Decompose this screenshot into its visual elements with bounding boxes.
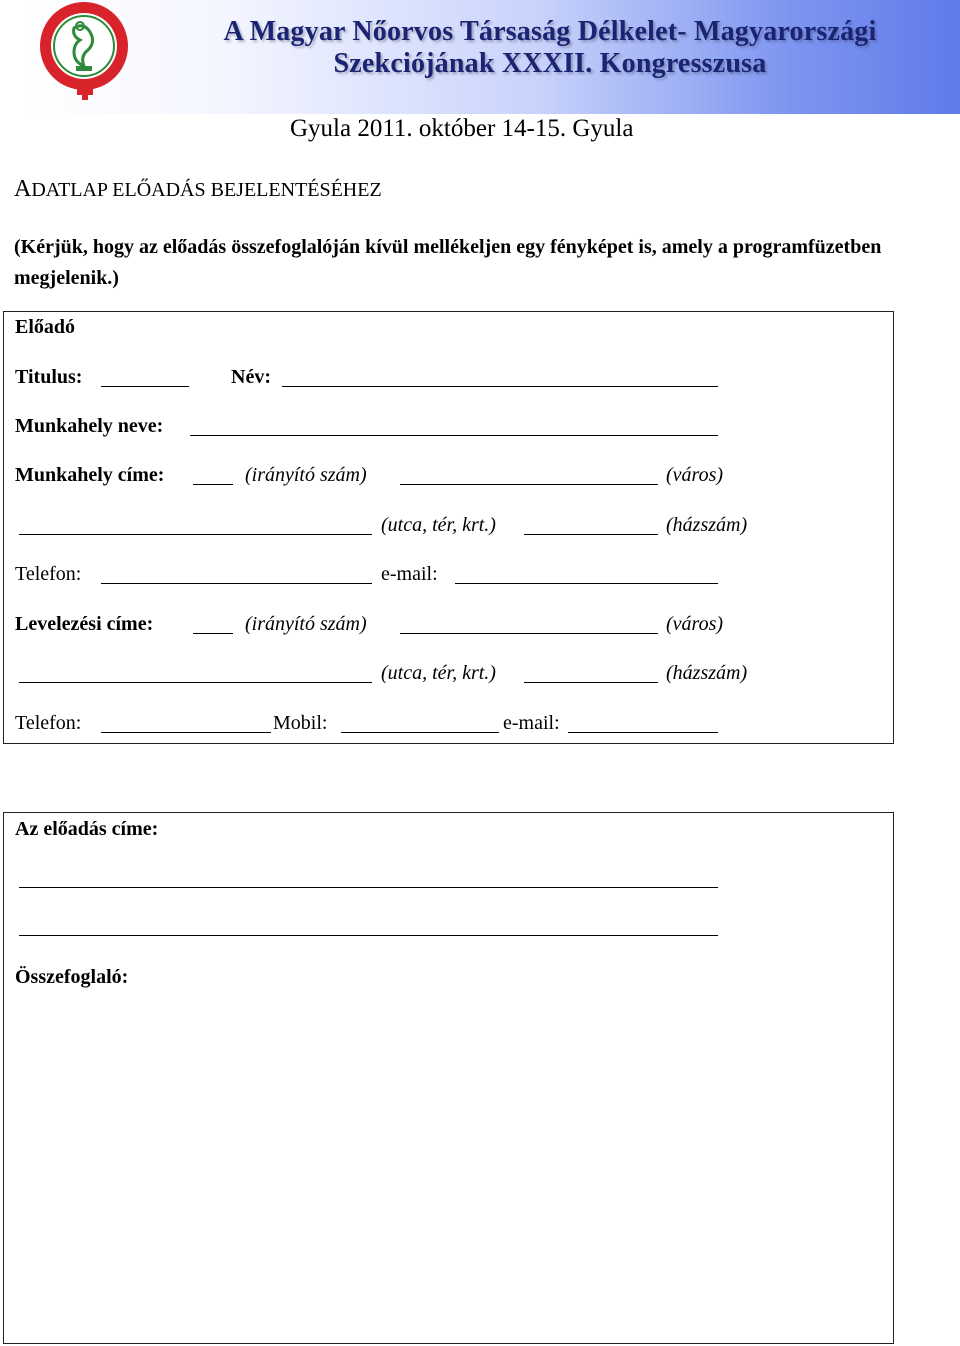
presenter-box (3, 311, 894, 744)
workplace-house-field[interactable] (524, 534, 658, 535)
phone-label-2: Telefon: (15, 712, 82, 734)
titulus-label: Titulus: (15, 366, 83, 388)
zip-hint-2: (irányító szám) (245, 613, 367, 635)
mail-address-label: Levelezési címe: (15, 613, 154, 635)
personal-phone-field[interactable] (101, 732, 271, 733)
titulus-field[interactable] (101, 386, 189, 387)
summary-label: Összefoglaló: (15, 966, 129, 988)
instruction-note: (Kérjük, hogy az előadás összefoglalóján kívül mellékeljen egy fényképet is, amely a programfüzetben megjelenik.) (14, 236, 882, 289)
email-label: e-mail: (381, 563, 438, 585)
event-date: Gyula 2011. október 14-15. Gyula (290, 115, 634, 142)
house-hint: (házszám) (666, 514, 748, 536)
phone-label: Telefon: (15, 563, 82, 585)
summary-area[interactable] (15, 1003, 880, 1333)
header-banner (0, 0, 960, 118)
workplace-zip-field[interactable] (193, 484, 233, 485)
society-logo-icon (30, 0, 142, 100)
street-hint-2: (utca, tér, krt.) (381, 662, 496, 684)
mail-city-field[interactable] (400, 633, 658, 634)
mail-house-field[interactable] (524, 682, 658, 683)
mail-street-field[interactable] (19, 682, 372, 683)
city-hint: (város) (666, 464, 724, 486)
workplace-name-label: Munkahely neve: (15, 415, 164, 437)
form-title-initial: A (14, 176, 32, 202)
form-title-rest: DATLAP ELŐADÁS BEJELENTÉSÉHEZ (31, 179, 382, 201)
mobile-label: Mobil: (273, 712, 328, 734)
banner-title-line1: A Magyar Nőorvos Társaság Délkelet- Magyarországi (223, 16, 877, 47)
workplace-street-field[interactable] (19, 534, 372, 535)
house-hint-2: (házszám) (666, 662, 748, 684)
city-hint-2: (város) (666, 613, 724, 635)
workplace-phone-field[interactable] (101, 583, 372, 584)
lecture-box (3, 812, 894, 1344)
form-title (14, 176, 382, 203)
nev-field[interactable] (282, 386, 718, 387)
mobile-field[interactable] (341, 732, 499, 733)
workplace-city-field[interactable] (400, 484, 658, 485)
nev-label: Név: (231, 366, 271, 388)
mail-zip-field[interactable] (193, 633, 233, 634)
presenter-label: Előadó (15, 316, 76, 338)
lecture-title-line-1[interactable] (19, 887, 718, 888)
workplace-email-field[interactable] (455, 583, 718, 584)
lecture-title-label: Az előadás címe: (15, 818, 159, 840)
personal-email-field[interactable] (568, 732, 718, 733)
zip-hint: (irányító szám) (245, 464, 367, 486)
workplace-name-field[interactable] (190, 435, 718, 436)
street-hint: (utca, tér, krt.) (381, 514, 496, 536)
lecture-title-line-2[interactable] (19, 935, 718, 936)
email-label-2: e-mail: (503, 712, 560, 734)
banner-title-line2: Szekciójának XXXII. Kongresszusa (333, 48, 767, 79)
workplace-address-label: Munkahely címe: (15, 464, 165, 486)
